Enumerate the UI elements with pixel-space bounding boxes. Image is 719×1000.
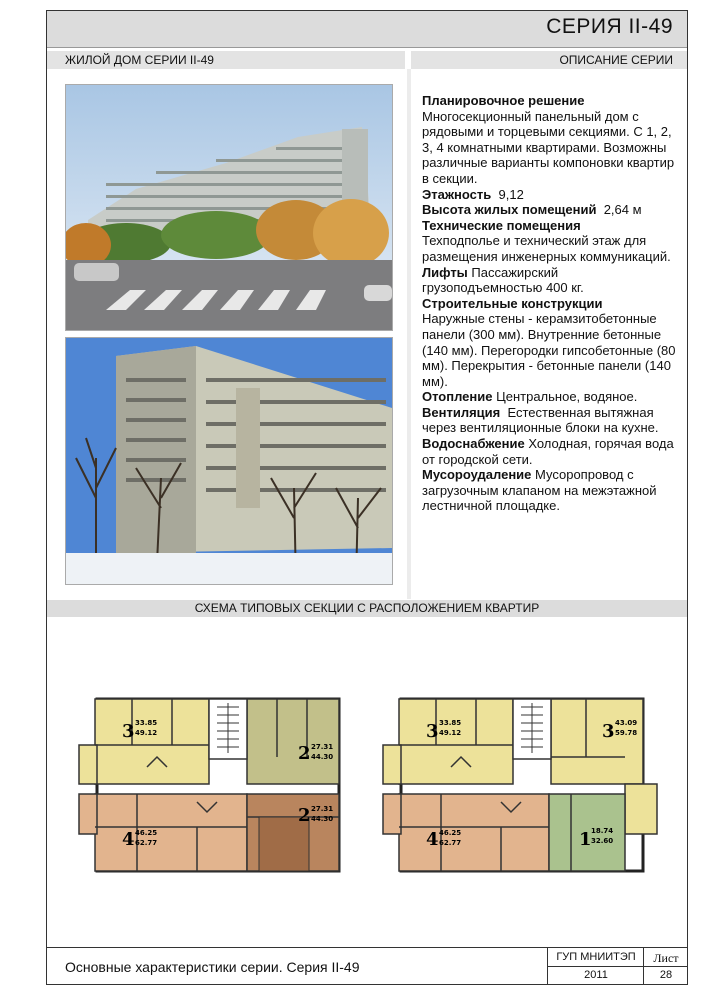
header-bar (47, 11, 687, 48)
desc-label: Вентиляция (422, 404, 501, 420)
apt-area-total: 49.12 (439, 729, 462, 737)
desc-floors (422, 187, 680, 203)
desc-ventilation (422, 405, 680, 436)
desc-label: Высота жилых помещений (422, 202, 597, 218)
footer-sheet-number: 28 (659, 969, 673, 981)
floor-plan-left (77, 697, 357, 880)
desc-heating (422, 389, 680, 405)
desc-planning (422, 93, 680, 187)
desc-label: Этажность (422, 186, 492, 202)
schema-heading: СХЕМА ТИПОВЫХ СЕКЦИИ С РАСПОЛОЖЕНИЕМ КВАРТИР (47, 600, 687, 617)
description-heading-bar (411, 51, 687, 69)
apt-area-total: 44.30 (311, 753, 334, 761)
apt-rooms: 1 (579, 829, 592, 850)
apt-area-living: 46.25 (439, 829, 462, 837)
apt-area-living: 33.85 (135, 719, 158, 727)
apt-rooms: 3 (602, 721, 615, 742)
building-photo-winter (65, 337, 393, 585)
footer-sheet-label: Лист (653, 951, 679, 965)
apt-area-total: 32.60 (591, 837, 614, 845)
desc-text: 2,64 м (596, 202, 642, 218)
desc-text: Мусоропровод с загрузочным клапаном на межэтажной лестничной площадке. (422, 467, 661, 514)
floor-plan-right (381, 697, 661, 880)
desc-label: Планировочное решение (422, 93, 585, 108)
desc-label: Строительные конструкции (422, 295, 603, 311)
desc-label: Отопление (422, 389, 493, 405)
apt-area-living: 33.85 (439, 719, 462, 727)
building-photo-summer (65, 84, 393, 331)
apt-area-total: 59.78 (615, 729, 638, 737)
desc-label: Технические помещения (422, 217, 581, 233)
desc-label: Лифты (422, 264, 468, 280)
apt-area-total: 44.30 (311, 815, 334, 823)
apt-rooms: 2 (298, 805, 311, 826)
footer-sheet-box (643, 948, 688, 985)
apt-area-total: 49.12 (135, 729, 158, 737)
footer-year: 2011 (584, 969, 608, 981)
apt-rooms: 3 (122, 721, 135, 742)
series-title: СЕРИЯ II-49 (546, 15, 673, 38)
desc-text: Холодная, горячая вода от городской сети. (422, 436, 678, 467)
desc-water (422, 436, 680, 467)
desc-text: Техподполье и технический этаж для размещения инженерных коммуникаций. (422, 233, 671, 264)
desc-label: Водоснабжение (422, 436, 525, 452)
desc-text: 9,12 (491, 186, 524, 202)
desc-elevators (422, 265, 680, 296)
apt-area-living: 27.31 (311, 743, 334, 751)
apt-area-living: 46.25 (135, 829, 158, 837)
series-description (422, 93, 680, 514)
footer-org-box (547, 948, 644, 985)
apt-area-living: 43.09 (615, 719, 638, 727)
desc-structures (422, 296, 680, 390)
building-heading: ЖИЛОЙ ДОМ СЕРИИ II-49 (65, 53, 214, 67)
page-frame (46, 10, 688, 985)
description-heading: ОПИСАНИЕ СЕРИИ (559, 53, 673, 67)
footer (47, 947, 687, 985)
apt-rooms: 4 (426, 829, 439, 850)
building-heading-bar (47, 51, 405, 69)
desc-text: Пассажирский грузоподъемностью 400 кг. (422, 264, 584, 296)
desc-text: Центральное, водяное. (492, 389, 638, 405)
apt-area-living: 18.74 (591, 827, 614, 835)
column-divider (407, 69, 411, 599)
apt-rooms: 4 (122, 829, 135, 850)
footer-org: ГУП МНИИТЭП (556, 951, 636, 963)
apt-rooms: 2 (298, 743, 311, 764)
desc-text: Естественная вытяжная через вентиляционные блоки на кухне. (422, 404, 659, 436)
apt-rooms: 3 (426, 721, 439, 742)
apt-area-living: 27.31 (311, 805, 334, 813)
desc-technical (422, 218, 680, 265)
apt-area-total: 62.77 (439, 839, 462, 847)
desc-text: Многосекционный панельный дом с рядовыми и торцевыми секциями. С 1, 2, 3, 4 комнатными квартирами. Возможны различные варианты компоновки квартир в секции. (422, 108, 675, 186)
desc-label: Мусороудаление (422, 467, 532, 483)
footer-title: Основные характеристики серии. Серия II-49 (65, 959, 360, 975)
desc-waste (422, 467, 680, 514)
desc-height (422, 202, 680, 218)
desc-text: Наружные стены - керамзитобетонные панели (300 мм). Внутренние бетонные (140 мм). Перегородки гипсобетонные (80 мм). Перекрытия - бетонные панели (140 мм). (422, 311, 676, 389)
apt-area-total: 62.77 (135, 839, 158, 847)
